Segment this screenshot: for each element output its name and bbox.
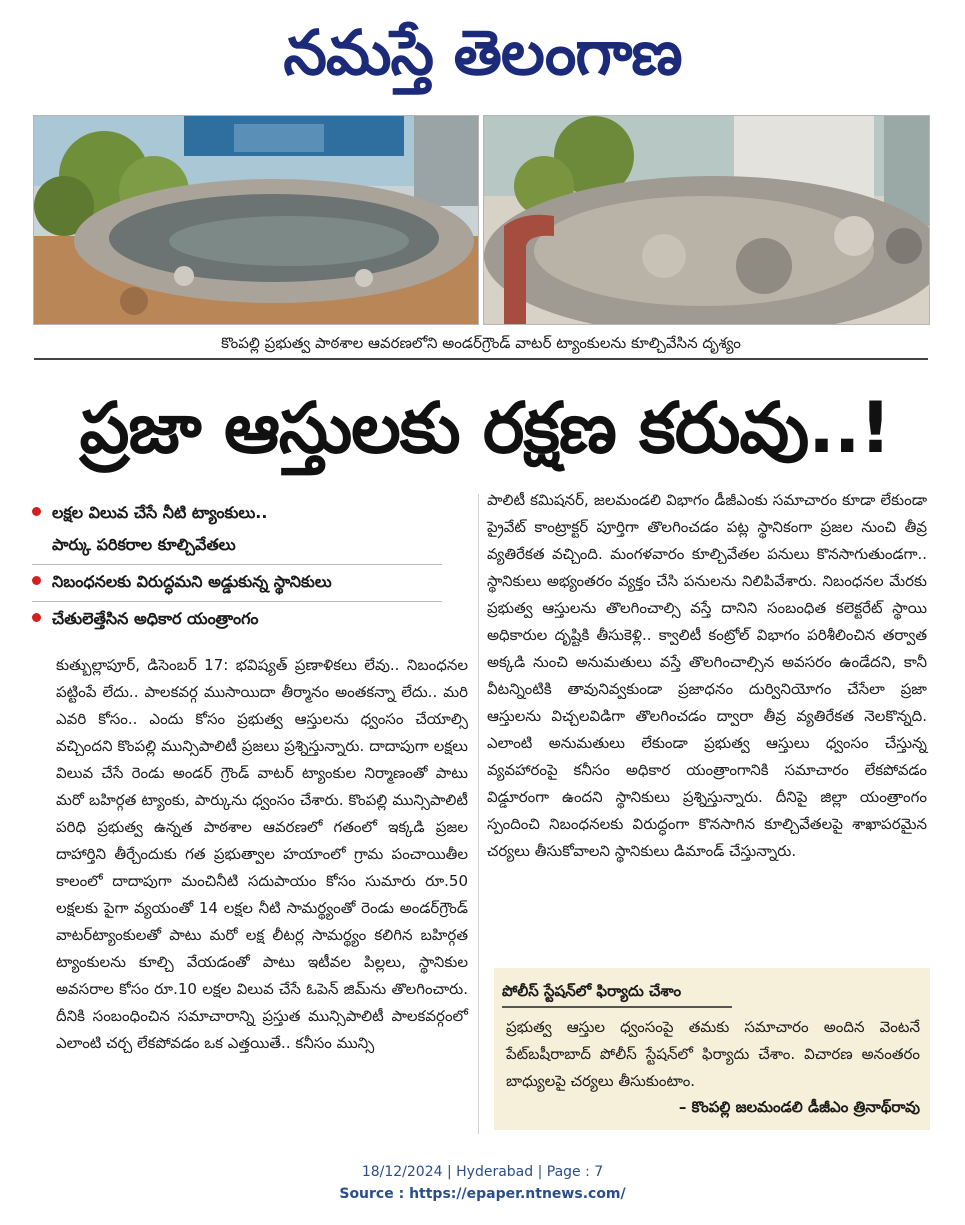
- article-left-column: కుత్బుల్లాపూర్, డిసెంబర్ 17: భవిష్యత్ ప్రణాళికలు లేవు.. నిబంధనల పట్టింపే లేదు.. పాలకవర్గ ముసాయిదా తీర్మానం అంతకన్నా లేదు.. మరి ఎవరి కోసం.. ఎందు కోసం ప్రభుత్వ ఆస్తులను ధ్వంసం చేయాల్సి వచ్చిందని కొంపల్లి మున్సిపాలిటీ ప్రజలు ప్రశ్నిస్తున్నారు. దాదాపుగా లక్షలు విలువ చేసే రెండు అండర్ గ్రౌండ్ వాటర్ ట్యాంకుల నిర్మాణంతో పాటు మరో బహిర్గత ట్యాంకు, పార్కును ధ్వంసం చేశారు. కొంపల్లి మున్సిపాలిటీ పరిధి ప్రభుత్వ ఉన్నత పాఠశాల ఆవరణలో గతంలో ఇక్కడి ప్రజల దాహార్తిని తీర్చేందుకు గత ప్రభుత్వాల హయాంలో గ్రామ పంచాయితీల కాలంలో దాదాపుగా మంచినీటి సదుపాయం కోసం సుమారు రూ.50 లక్షలకు పైగా వ్యయంతో 14 లక్షల నీటి సామర్థ్యంతో రెండు అండర్‌గ్రౌండ్ వాటర్‌ట్యాంకులతో పాటు మరో లక్ష లీటర్ల సామర్థ్యం కలిగిన బహిర్గత ట్యాంకులను కూల్చి వేయడంతో పాటు ఇటీవల పిల్లలు, స్థానికుల అవసరాల కోసం రూ.10 లక్షల విలువ చేసే ఓపెన్ జిమ్‌ను తొలగించారు. దీనికి సంబంధించిన సమాచారాన్ని ప్రస్తుత మున్సిపాలిటీ పాలకవర్గంలో ఎలాంటి చర్చ లేకపోవడం ఒక ఎత్తయితే.. కనీసం మున్సి: [56, 656, 468, 1052]
- footer-source: Source : https://epaper.ntnews.com/: [339, 1186, 626, 1202]
- quote-attribution: – కొంపల్లి జలమండలి డీజీఎం త్రినాథ్‌రావు: [678, 1098, 920, 1116]
- bullet-list: [32, 496, 442, 638]
- bullet-item: [32, 496, 442, 565]
- bullet-text: లక్షల విలువ చేసే నీటి ట్యాంకులు..: [52, 503, 268, 522]
- bullet-text: చేతులెత్తేసిన అధికార యంత్రాంగం: [52, 609, 259, 628]
- bullet-dot-icon: [32, 507, 41, 516]
- headline: ప్రజా ఆస్తులకు రక్షణ కరువు..!: [79, 387, 891, 469]
- quote-body: ప్రభుత్వ ఆస్తుల ధ్వంసంపై తమకు సమాచారం అందిన వెంటనే పేట్‌బషీరాబాద్ పోలీస్ స్టేషన్‌లో ఫిర్యాదు చేశాం. విచారణ అనంతరం బాధ్యులపై చర్యలు తీసుకుంటాం.: [506, 1018, 920, 1090]
- article-right-column: పాలిటీ కమిషనర్, జలమండలి విభాగం డీజీఎంకు సమాచారం కూడా లేకుండా ప్రైవేట్ కాంట్రాక్టర్ పూర్తిగా తొలగించడం పట్ల స్థానికంగా ప్రజల నుంచి తీవ్ర వ్యతిరేకత వచ్చింది. మంగళవారం కూల్చివేతల పనులు కొనసాగుతుండగా.. స్థానికులు అభ్యంతరం వ్యక్తం చేసి పనులను నిలిపివేశారు. నిబంధనల మేరకు ప్రభుత్వ ఆస్తులను తొలగించాల్సి వస్తే దానిని సంబంధిత కలెక్టరేట్ స్థాయి అధికారుల దృష్టికి తీసుకెళ్లి.. క్వాలిటీ కంట్రోల్ విభాగం పరిశీలించిన తర్వాత అక్కడి నుంచి అనుమతులు వస్తే తొలగించాల్సిన అవసరం ఉండేదని, కానీ వీటన్నింటికి తావునివ్వకుండా ప్రజాధనం దుర్వినియోగం చేసేలా ప్రజా ఆస్తులను విచ్చలవిడిగా తొలగించడం ద్వారా తీవ్ర వ్యతిరేకత నెలకొన్నది. ఎలాంటి అనుమతులు లేకుండా ప్రభుత్వ ఆస్తులు ధ్వంసం చేస్తున్న వ్యవహారంపై కనీసం అధికార యంత్రాంగానికి సమాచారం లేకపోవడం విడ్డూరంగా ఉందని స్థానికులు ప్రశ్నిస్తున్నారు. దీనిపై జిల్లా యంత్రాంగం స్పందించి నిబంధనలకు విరుద్ధంగా కొనసాగిన కూల్చివేతలపై శాఖాపరమైన చర్యలు తీసుకోవాలని స్థానికులు డిమాండ్ చేస్తున్నారు.: [487, 491, 927, 860]
- quote-box: [494, 968, 930, 1130]
- bullet-dot-icon: [32, 576, 41, 585]
- column-divider: [478, 494, 479, 1134]
- bullet-text: నిబంధనలకు విరుద్ధమని అడ్డుకున్న స్థానికులు: [52, 572, 332, 591]
- bullet-continuation: పార్కు పరికరాల కూల్చివేతలు: [52, 535, 236, 554]
- water-tank-photo-left: [33, 115, 479, 325]
- photo-caption: కొంపల్లి ప్రభుత్వ పాఠశాల ఆవరణలోని అండర్‌గ్రౌండ్ వాటర్ ట్యాంకులను కూల్చివేసిన దృశ్యం: [34, 328, 928, 360]
- bullet-item: [32, 602, 442, 638]
- quote-title: పోలీస్ స్టేషన్‌లో ఫిర్యాదు చేశాం: [502, 976, 732, 1008]
- bullet-dot-icon: [32, 613, 41, 622]
- water-tank-photo-right: [483, 115, 930, 325]
- bullet-item: [32, 565, 442, 602]
- masthead-title: నమస్తే తెలంగాణ: [283, 16, 682, 89]
- footer-date-page: 18/12/2024 | Hyderabad | Page : 7: [361, 1164, 604, 1180]
